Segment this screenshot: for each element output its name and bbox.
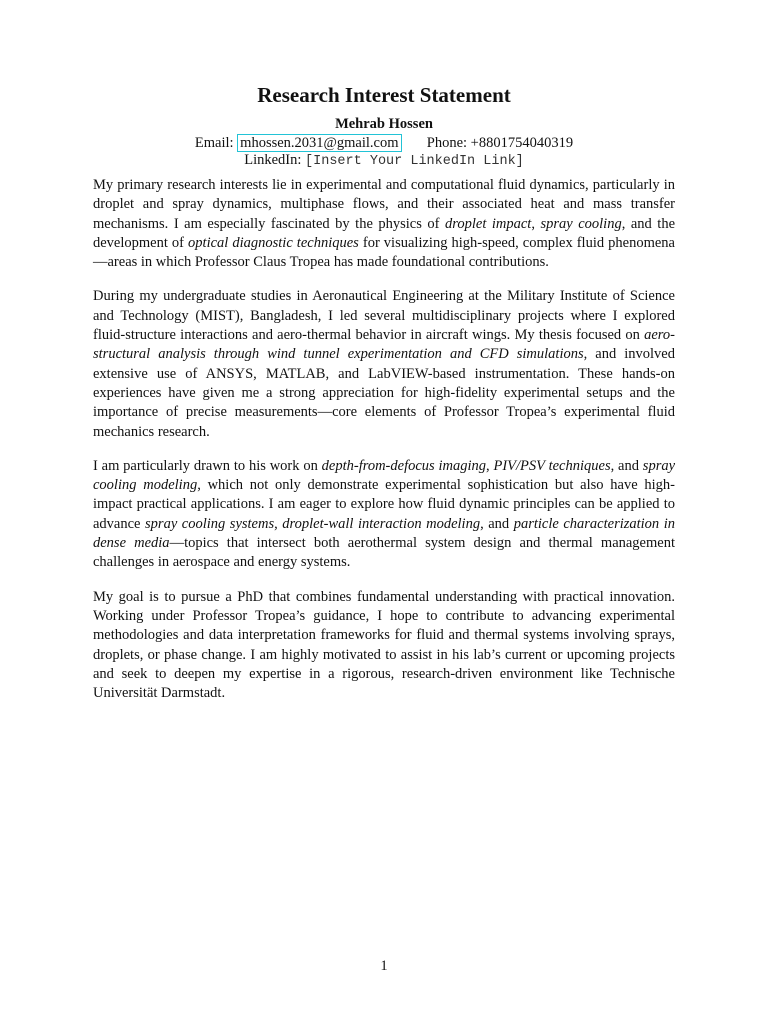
paragraph-text: , and the development of	[93, 215, 676, 251]
paragraph-text: I am particularly drawn to his work on	[93, 457, 322, 474]
emphasis-text: droplet impact	[445, 215, 532, 232]
contact-line	[0, 134, 768, 152]
paragraph-research-fit	[93, 457, 675, 573]
email-link[interactable]: mhossen.2031@gmail.com	[237, 134, 401, 152]
paragraph-text: ,	[274, 515, 283, 532]
phone-number: +8801754040319	[470, 135, 574, 151]
paragraph-text: ,	[486, 457, 494, 474]
emphasis-text: PIV/PSV techniques	[493, 457, 611, 474]
paragraph-text: , and	[480, 515, 514, 532]
linkedin-line	[0, 151, 768, 171]
emphasis-text: spray cooling systems	[145, 515, 275, 532]
paragraph-text: During my undergraduate studies in Aeronautical Engineering at the Military Institute of Science and Technology (MIST), Bangladesh, I led several multidisciplinary projects where I explored fluid-structure interactions and aero-thermal behavior in aircraft wings. My thesis focused on	[93, 288, 675, 344]
emphasis-text: particle characterization in dense media	[93, 515, 675, 552]
emphasis-text: droplet-wall interaction modeling	[282, 515, 481, 532]
emphasis-text: spray cooling modeling	[93, 457, 676, 494]
paragraph-goal	[93, 588, 675, 704]
paragraph-text: for visualizing high-speed, complex fluid phenomena—areas in which Professor Claus Tropea has made foundational contributions.	[93, 234, 675, 271]
author-name: Mehrab Hossen	[335, 116, 433, 132]
paragraph-text: My goal is to pursue a PhD that combines fundamental understanding with practical innovation. Working under Professor Tropea’s guidance, I hope to contribute to advancing experimental methodologies and data interpretation frameworks for fluid and thermal systems involving sprays, droplets, or phase change. I am highly motivated to assist in his lab’s current or upcoming projects and seek to deepen my expertise in a rigorous, research-driven environment like Technische Universität Darmstadt.	[93, 588, 675, 702]
paragraph-research-interests	[93, 176, 675, 272]
paragraph-text: , and	[610, 457, 643, 474]
paragraph-text: ,	[531, 215, 541, 232]
paragraph-text: —topics that intersect both aerothermal system design and thermal management challenges in aerospace and energy systems.	[93, 535, 675, 571]
document-title: Research Interest Statement	[257, 83, 511, 107]
linkedin-placeholder: [Insert Your LinkedIn Link]	[305, 154, 524, 169]
emphasis-text: aero-structural analysis through wind tunnel experimentation and CFD simulations	[93, 327, 675, 363]
paragraph-text: My primary research interests lie in experimental and computational fluid dynamics, particularly in droplet and spray dynamics, multiphase flows, and their associated heat and mass transfer mechanisms. I am especially fascinated by the physics of	[93, 177, 675, 232]
emphasis-text: depth-from-defocus imaging	[321, 457, 487, 474]
emphasis-text: optical diagnostic techniques	[188, 234, 359, 251]
emphasis-text: spray cooling	[540, 215, 622, 232]
paragraph-text: , and involved extensive use of ANSYS, MATLAB, and LabVIEW-based instrumentation. These hands-on experiences have given me a strong appreciation for high-fidelity experimental setups and the importance of precise measurements—core elements of Professor Tropea’s experimental fluid mechanics research.	[93, 346, 675, 440]
phone-label: Phone:	[426, 135, 468, 151]
paragraph-undergraduate	[93, 287, 675, 441]
email-label: Email:	[194, 135, 234, 151]
statement-body	[93, 176, 675, 718]
linkedin-label: LinkedIn:	[244, 152, 302, 168]
page-number: 1	[380, 958, 388, 974]
paragraph-text: , which not only demonstrate experimental sophistication but also have high-impact practical applications. I am eager to explore how fluid dynamic principles can be applied to advance	[93, 477, 675, 532]
